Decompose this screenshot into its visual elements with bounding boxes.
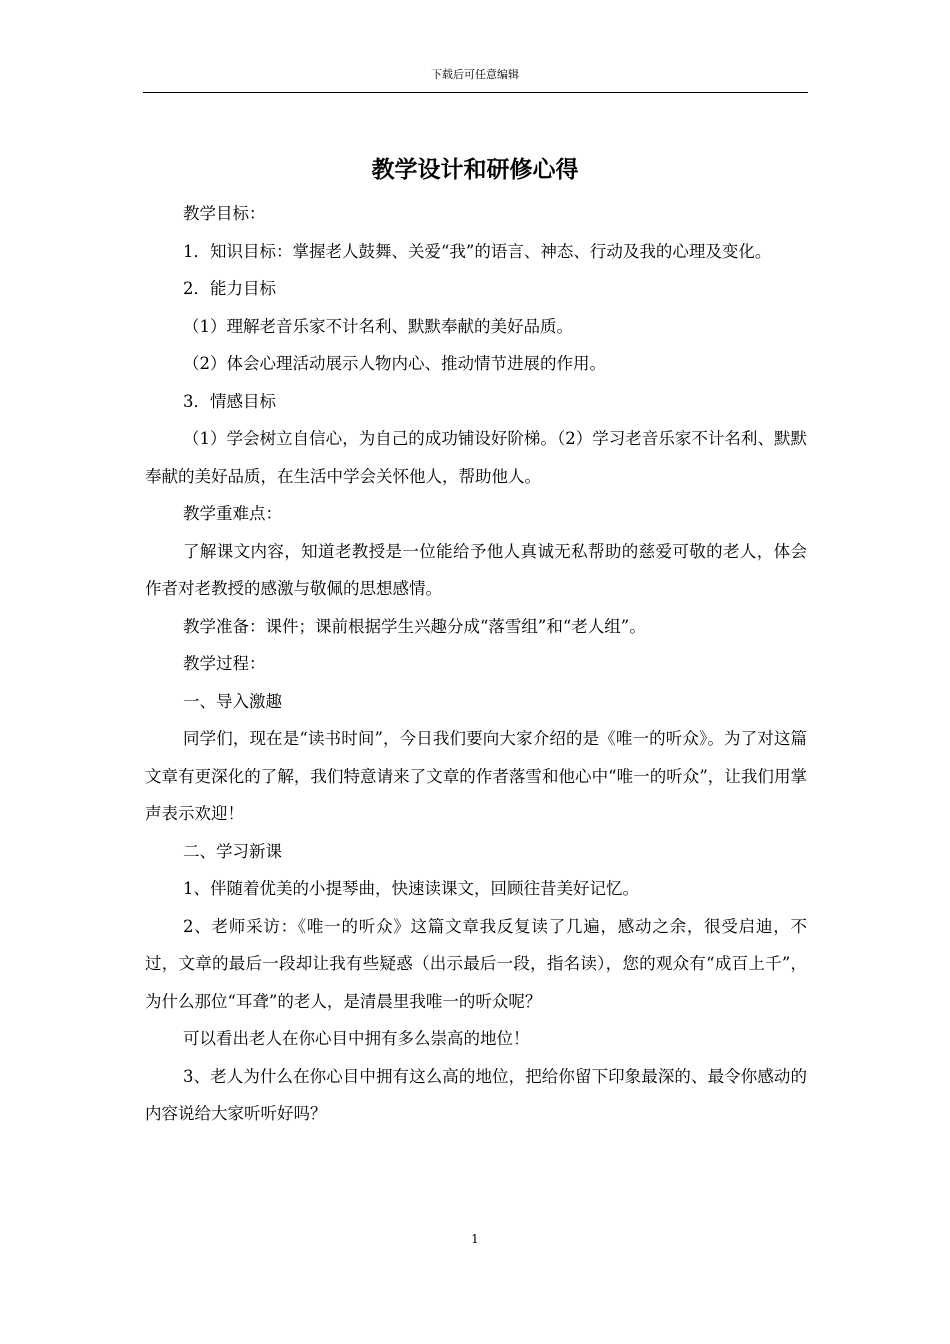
document-title: 教学设计和研修心得 <box>371 156 579 183</box>
paragraph-step-2-followup: 可以看出老人在你心目中拥有多么崇高的地位！ <box>183 1029 530 1048</box>
paragraph-preparation: 教学准备：课件；课前根据学生兴趣分成“落雪组”和“老人组”。 <box>183 616 646 636</box>
paragraph-ability-goal-1: （1）理解老音乐家不计名利、默默奉献的美好品质。 <box>183 316 573 336</box>
paragraph-objectives-heading: 教学目标： <box>183 204 266 223</box>
page-number: 1 <box>471 1232 479 1246</box>
paragraph-ability-goal-heading: 2．能力目标 <box>183 279 276 298</box>
paragraph-section-intro-heading: 一、导入激趣 <box>183 691 282 711</box>
paragraph-emotion-goal: （1）学会树立自信心，为自己的成功铺设好阶梯。（2）学习老音乐家不计名利、默默奉献的美好品质，在生活中学会关怀他人，帮助他人。 <box>145 429 807 486</box>
header-divider <box>143 92 808 93</box>
paragraph-ability-goal-2: （2）体会心理活动展示人物内心、推动情节进展的作用。 <box>183 354 606 373</box>
paragraph-key-points: 了解课文内容，知道老教授是一位能给予他人真诚无私帮助的慈爱可敬的老人，体会作者对老教授的感激与敬佩的思想感情。 <box>145 541 807 598</box>
header-note: 下载后可任意编辑 <box>431 68 519 81</box>
paragraph-knowledge-goal: 1．知识目标：掌握老人鼓舞、关爱“我”的语言、神态、行动及我的心理及变化。 <box>183 241 772 261</box>
paragraph-section-new-lesson-heading: 二、学习新课 <box>183 841 282 861</box>
paragraph-step-3: 3、老人为什么在你心目中拥有这么高的地位，把给你留下印象最深的、最令你感动的内容说给大家听听好吗？ <box>145 1066 807 1123</box>
paragraph-step-1: 1、伴随着优美的小提琴曲，快速读课文，回顾往昔美好记忆。 <box>183 879 639 898</box>
paragraph-step-2: 2、老师采访：《唯一的听众》这篇文章我反复读了几遍，感动之余，很受启迪，不过，文章的最后一段却让我有些疑惑（出示最后一段，指名读），您的观众有“成百上千”，为什么那位“耳聋”的老人，是清晨里我唯一的听众呢？ <box>145 916 807 1011</box>
document-body <box>145 195 807 1133</box>
paragraph-key-points-heading: 教学重难点： <box>183 504 282 523</box>
paragraph-emotion-goal-heading: 3．情感目标 <box>183 391 276 411</box>
paragraph-section-intro: 同学们，现在是“读书时间”，今日我们要向大家介绍的是《唯一的听众》。为了对这篇文章有更深化的了解，我们特意请来了文章的作者落雪和他心中“唯一的听众”，让我们用掌声表示欢迎！ <box>145 729 807 823</box>
paragraph-process-heading: 教学过程： <box>183 654 266 673</box>
